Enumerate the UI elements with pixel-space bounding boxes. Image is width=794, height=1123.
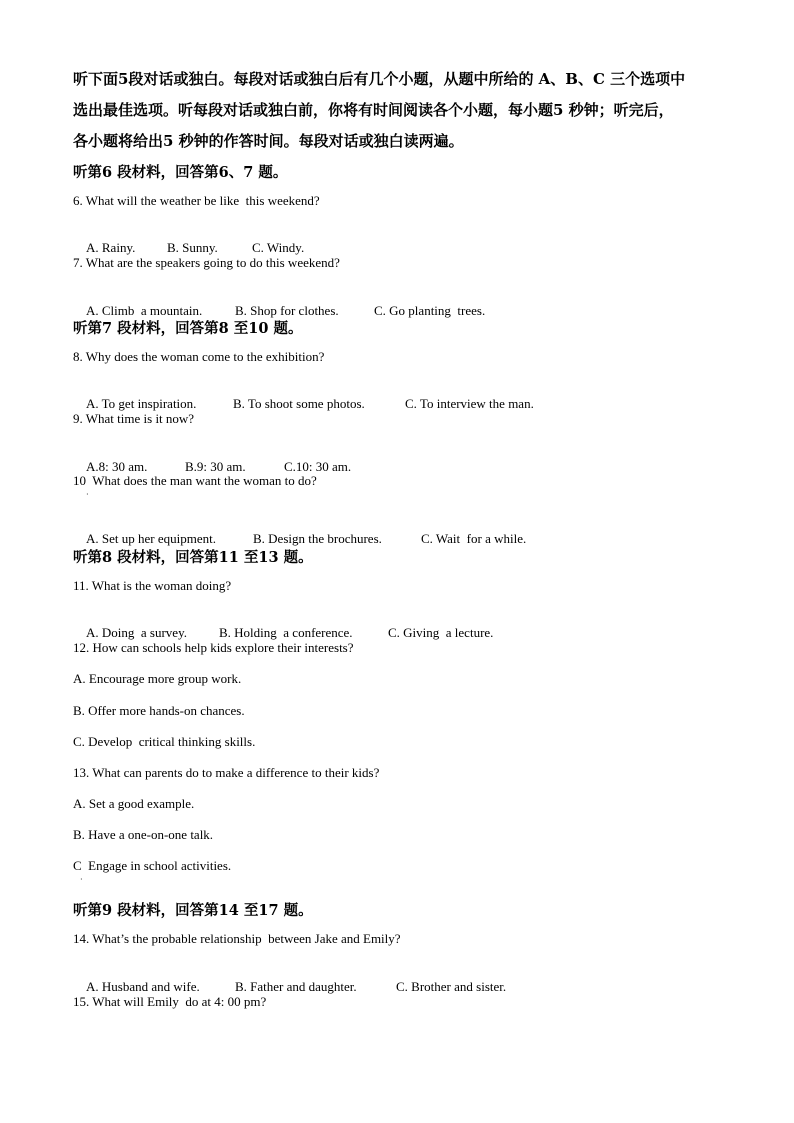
question-stem: 10 What does the man want the woman to do? bbox=[73, 473, 317, 488]
question-stem: 8. Why does the woman come to the exhibition? bbox=[73, 349, 325, 364]
option: B. Sunny. bbox=[167, 240, 218, 255]
option: A. To get inspiration. bbox=[86, 396, 197, 411]
option: C. Go planting trees. bbox=[374, 303, 486, 318]
option: C. To interview the man. bbox=[405, 396, 534, 411]
option: C. Develop critical thinking skills. bbox=[73, 734, 256, 749]
instructions bbox=[73, 64, 733, 157]
option: B. To shoot some photos. bbox=[233, 396, 365, 411]
option: B. Offer more hands-on chances. bbox=[73, 703, 245, 718]
stray-dot: · bbox=[86, 490, 89, 499]
instruction-line: 听下面5段对话或独白。每段对话或独白后有几个小题，从题中所给的 A、B、C 三个选项中 bbox=[73, 70, 686, 88]
section-heading: 听第9 段材料，回答第14 至17 题。 bbox=[73, 902, 313, 919]
stray-dot: · bbox=[80, 875, 83, 884]
option: A. Rainy. bbox=[86, 240, 136, 255]
instruction-line: 选出最佳选项。听每段对话或独白前，你将有时间阅读各个小题，每小题5 秒钟；听完后， bbox=[73, 101, 674, 119]
option: A.8: 30 am. bbox=[86, 459, 148, 474]
question-stem: 11. What is the woman doing? bbox=[73, 578, 232, 593]
instruction-line: 各小题将给出5 秒钟的作答时间。每段对话或独白读两遍。 bbox=[73, 132, 464, 150]
question-stem: 14. What’s the probable relationship between Jake and Emily? bbox=[73, 931, 401, 946]
option: C. Brother and sister. bbox=[396, 979, 507, 994]
option: A. Set up her equipment. bbox=[86, 531, 216, 546]
section-heading: 听第7 段材料，回答第8 至10 题。 bbox=[73, 320, 303, 337]
option: A. Encourage more group work. bbox=[73, 671, 242, 686]
option: A. Husband and wife. bbox=[86, 979, 200, 994]
option: B. Design the brochures. bbox=[253, 531, 382, 546]
section-heading: 听第6 段材料，回答第6、7 题。 bbox=[73, 164, 288, 181]
question-stem: 7. What are the speakers going to do this weekend? bbox=[73, 255, 340, 270]
option: B. Father and daughter. bbox=[235, 979, 357, 994]
question-stem: 12. How can schools help kids explore their interests? bbox=[73, 640, 354, 655]
question-stem: 13. What can parents do to make a difference to their kids? bbox=[73, 765, 380, 780]
option: C. Giving a lecture. bbox=[388, 625, 494, 640]
option: C Engage in school activities. bbox=[73, 858, 232, 873]
option: A. Doing a survey. bbox=[86, 625, 187, 640]
option: C. Wait for a while. bbox=[421, 531, 527, 546]
option: B. Holding a conference. bbox=[219, 625, 353, 640]
option: B. Shop for clothes. bbox=[235, 303, 339, 318]
question-stem: 15. What will Emily do at 4: 00 pm? bbox=[73, 994, 267, 1009]
option: C. Windy. bbox=[252, 240, 305, 255]
question-stem: 6. What will the weather be like this weekend? bbox=[73, 193, 320, 208]
option: A. Set a good example. bbox=[73, 796, 195, 811]
option: B. Have a one-on-one talk. bbox=[73, 827, 214, 842]
option: B.9: 30 am. bbox=[185, 459, 246, 474]
question-stem: 9. What time is it now? bbox=[73, 411, 195, 426]
option: A. Climb a mountain. bbox=[86, 303, 203, 318]
option: C.10: 30 am. bbox=[284, 459, 352, 474]
section-heading: 听第8 段材料，回答第11 至13 题。 bbox=[73, 549, 313, 566]
